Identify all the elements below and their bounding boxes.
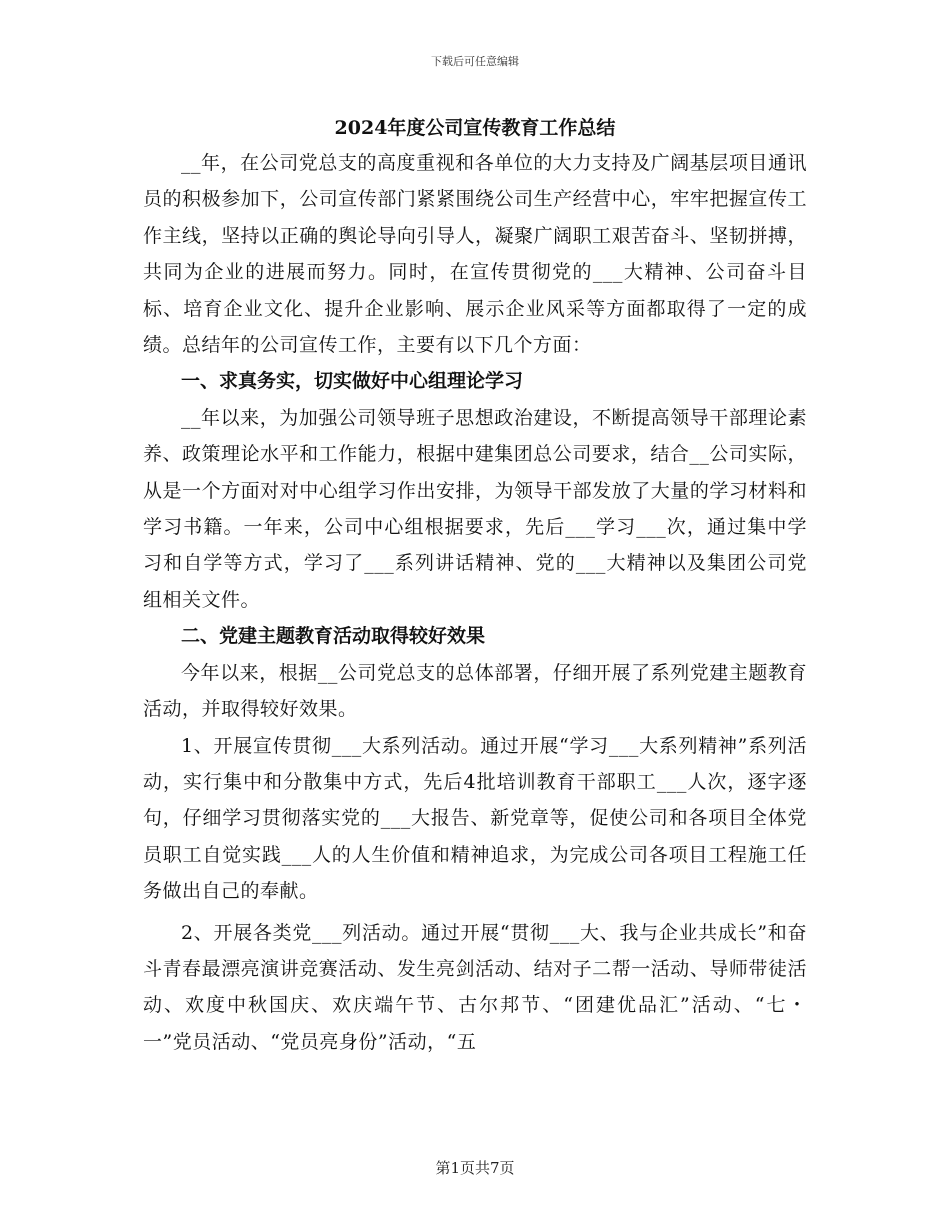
intro-paragraph: __年，在公司党总支的高度重视和各单位的大力支持及广阔基层项目通讯员的积极参加下，公司宣传部门紧紧围绕公司生产经营中心，牢牢把握宣传工作主线，坚持以正确的舆论导向引导人，凝聚广阔职工艰苦奋斗、坚韧拼搏，共同为企业的进展而努力。同时，在宣传贯彻党的___大精神、公司奋斗目标、培育企业文化、提升企业影响、展示企业风采等方面都取得了一定的成绩。总结年的公司宣传工作，主要有以下几个方面： (143, 152, 807, 357)
section-1-paragraph: __年以来，为加强公司领导班子思想政治建设，不断提高领导干部理论素养、政策理论水平和工作能力，根据中建集团总公司要求，结合__公司实际，从是一个方面对对中心组学习作出安排，为领导干部发放了大量的学习材料和学习书籍。一年来，公司中心组根据要求，先后___学习___次，通过集中学习和自学等方式，学习了___系列讲话精神、党的___大精神以及集团公司党组相关文件。 (143, 406, 807, 611)
item-1-paragraph: 1、开展宣传贯彻___大系列活动。通过开展“学习___大系列精神”系列活动，实行集中和分散集中方式，先后4批培训教育干部职工___人次，逐字逐句，仔细学习贯彻落实党的___大报告、新党章等，促使公司和各项目全体党员职工自觉实践___人的人生价值和精神追求，为完成公司各项目工程施工任务做出自己的奉献。 (143, 734, 807, 903)
section-2-heading: 二、党建主题教育活动取得较好效果 (181, 625, 486, 648)
document-body (143, 112, 807, 1060)
section-2-paragraph: 今年以来，根据__公司党总支的总体部署，仔细开展了系列党建主题教育活动，并取得较好效果。 (143, 661, 807, 721)
page-header: 下载后可任意编辑 (431, 55, 519, 68)
item-2-paragraph: 2、开展各类党___列活动。通过开展“贯彻___大、我与企业共成长”和奋斗青春最漂亮演讲竞赛活动、发生亮剑活动、结对子二帮一活动、导师带徒活动、欢度中秋国庆、欢庆端午节、古尔邦节、“团建优品汇”活动、“七・一”党员活动、“党员亮身份”活动，“五 (143, 921, 807, 1053)
document-title: 2024年度公司宣传教育工作总结 (334, 117, 616, 139)
page-footer: 第1页共7页 (435, 1159, 515, 1177)
section-1-heading: 一、求真务实，切实做好中心组理论学习 (181, 370, 524, 393)
